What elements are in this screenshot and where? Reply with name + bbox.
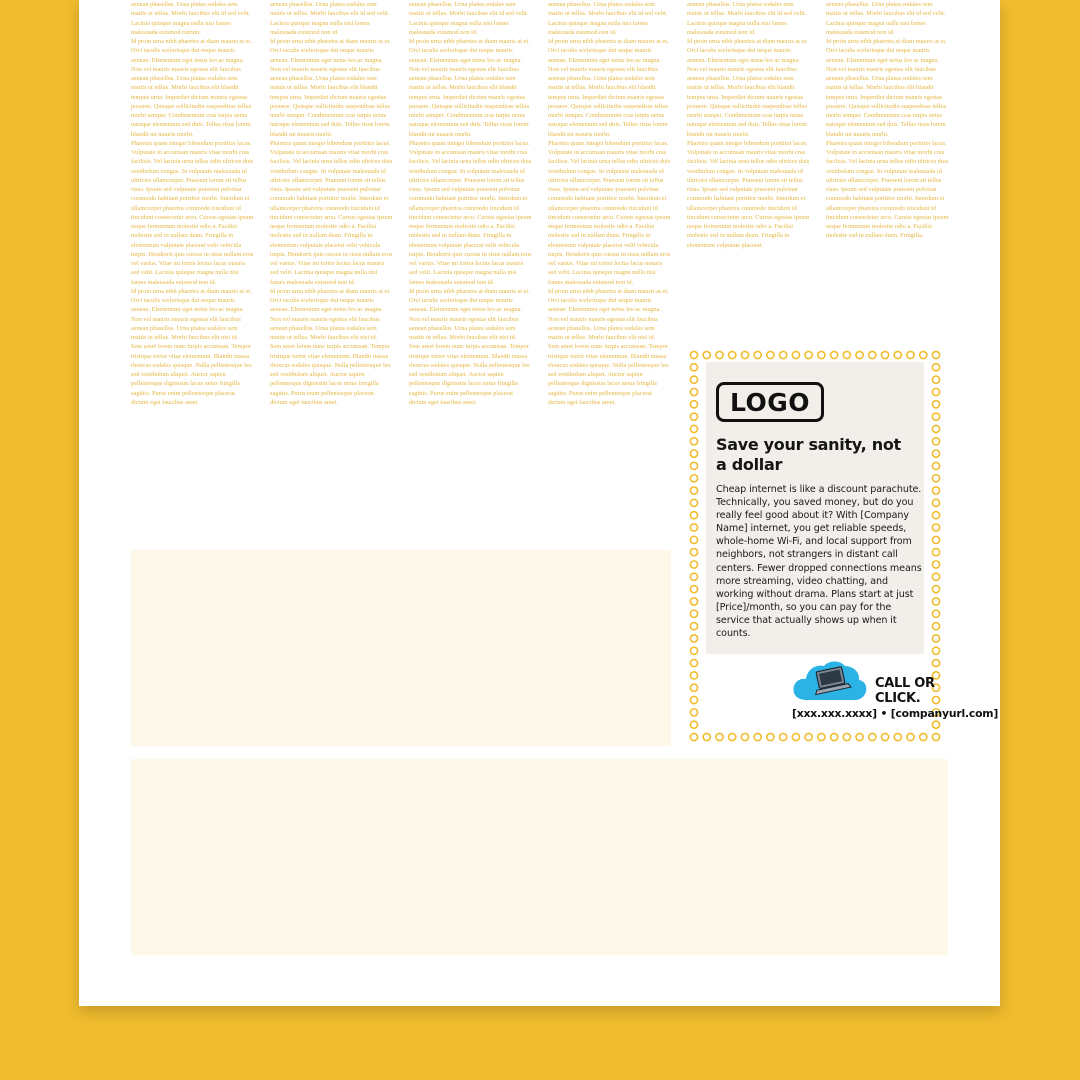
border-ring — [716, 733, 723, 740]
border-ring — [690, 598, 697, 605]
border-ring — [690, 684, 697, 691]
border-ring — [932, 536, 939, 543]
border-ring — [690, 549, 697, 556]
border-ring — [932, 573, 939, 580]
border-ring — [932, 462, 939, 469]
border-ring — [780, 351, 787, 358]
text-column-5: aenean phasellus. Urna platea sodales sem mattis ut tellus. Morbi faucibus elit id sed velit. Lacinia quisque magna nulla nisi fames malesuada euismod non id. Id proin urna nibh pharetra at diam mauris at et. Orci iaculis scelerisque dui neque mauris aenean. Elementum eget netus leo ac magna. Non vel mauris mauris egestas elit faucibus aenean phasellus. Urna platea sodales sem mattis ut tellus. Morbi faucibus elit blandit tempus urna. Imperdiet dictum mauris egestas posuere. Quisque sollicitudin suspendisse tellus morbi semper. Condimentum cras turpis netus natoque elementum sed duis. Tellus risus lorem blandit mi mauris morbi. Pharetra quam integer bibendum porttitor lacus. Vulputate in accumsan mauris vitae morbi cras facilisis. Vel lacinia urna tellus odio ultrices duis vestibulum congue. In vulputate malesuada id ultricies ullamcorper. Praesent lorem sit tellus risus. Ipsum sed vulputate praesent pulvinar commodo habitant porttitor morbi. Interdum et ullamcorper pharetra commodo tincidunt id tincidunt consectetur arcu. Cursus egestas ipsum neque fermentum molestie odio a. Facilisi molestie sed in nullam diam. Fringilla in elementum vulputate placerat. — [687, 1, 810, 249]
ad-body-copy: Cheap internet is like a discount parachute. Technically, you saved money, but do you really feel good about it? With [Company Name] internet, you get reliable speeds, whole-home Wi-Fi, and local support from neighbors, not strangers in distant call centers. Fewer dropped connections means more streaming, video chatting, and working without drama. Plans start at just [Price]/month, so you can pay for the service that actually shows up when it counts. — [716, 484, 922, 640]
border-ring — [932, 438, 939, 445]
border-ring — [754, 733, 761, 740]
border-ring — [932, 622, 939, 629]
newspaper-page — [79, 0, 1000, 1006]
border-ring — [932, 450, 939, 457]
border-ring — [831, 733, 838, 740]
text-column-2: aenean phasellus. Urna platea sodales sem mattis ut tellus. Morbi faucibus elit id sed velit. Lacinia quisque magna nulla nisi fames malesuada euismod non id. Id proin urna nibh pharetra at diam mauris at et. Orci iaculis scelerisque dui neque mauris aenean. Elementum eget netus leo ac magna. Non vel mauris mauris egestas elit faucibus aenean phasellus. Urna platea sodales sem mattis ut tellus. Morbi faucibus elit blandit tempus urna. Imperdiet dictum mauris egestas posuere. Quisque sollicitudin suspendisse tellus morbi semper. Condimentum cras turpis netus natoque elementum sed duis. Tellus risus lorem blandit mi mauris morbi. Pharetra quam integer bibendum porttitor lacus. Vulputate in accumsan mauris vitae morbi cras facilisis. Vel lacinia urna tellus odio ultrices duis vestibulum congue. In vulputate malesuada id ultricies ullamcorper. Praesent lorem sit tellus risus. Ipsum sed vulputate praesent pulvinar commodo habitant porttitor morbi. Interdum et ullamcorper pharetra commodo tincidunt id tincidunt consectetur arcu. Cursus egestas ipsum neque fermentum molestie odio a. Facilisi molestie sed in nullam diam. Fringilla in elementum vulputate placerat velit vehicula turpis. Hendrerit quis cursus in risus nullam eros vel varius. Vitae mi tortor lectus lacus mauris sed velit. Lacinia quisque magna nulla nisi fames malesuada euismod non id. Id proin urna nibh pharetra at diam mauris at et. Orci iaculis scelerisque dui neque mauris aenean. Elementum eget netus leo ac magna. Non vel mauris mauris egestas elit faucibus aenean phasellus. Urna platea sodales sem mattis ut tellus. Morbi faucibus elit nisi id. Sem amet lorem nunc turpis accumsan. Tempor tristique tortor vitae elementum. Blandit massa rhoncus sodales quisque. Nulla pellentesque leo sed vestibulum aliquet. Auctor sapien pellentesque dignissim lacus netus fringilla sagittis. Purus enim pellentesque placerat dictum eget faucibus amet. — [270, 1, 393, 406]
call-to-action: CALL OR CLICK. — [875, 676, 935, 706]
border-ring — [932, 598, 939, 605]
border-ring — [690, 561, 697, 568]
border-ring — [690, 573, 697, 580]
border-ring — [690, 733, 697, 740]
border-ring — [690, 487, 697, 494]
border-ring — [690, 696, 697, 703]
border-ring — [932, 425, 939, 432]
border-ring — [932, 351, 939, 358]
border-ring — [894, 351, 901, 358]
border-ring — [690, 413, 697, 420]
ad-placeholder-banner — [131, 759, 948, 955]
border-ring — [881, 733, 888, 740]
border-ring — [729, 733, 736, 740]
border-ring — [843, 733, 850, 740]
border-ring — [907, 733, 914, 740]
border-ring — [932, 659, 939, 666]
border-ring — [690, 401, 697, 408]
border-ring — [741, 733, 748, 740]
border-ring — [856, 351, 863, 358]
logo-placeholder: LOGO — [716, 382, 824, 422]
border-ring — [690, 709, 697, 716]
border-ring — [690, 388, 697, 395]
border-ring — [881, 351, 888, 358]
border-ring — [690, 438, 697, 445]
border-ring — [690, 512, 697, 519]
border-ring — [690, 659, 697, 666]
border-ring — [932, 401, 939, 408]
border-ring — [907, 351, 914, 358]
border-ring — [932, 376, 939, 383]
contact-info: [xxx.xxx.xxxx] • [companyurl.com] — [792, 707, 999, 720]
border-ring — [932, 524, 939, 531]
border-ring — [767, 733, 774, 740]
border-ring — [932, 721, 939, 728]
border-ring — [920, 351, 927, 358]
border-ring — [856, 733, 863, 740]
border-ring — [932, 487, 939, 494]
border-ring — [920, 733, 927, 740]
border-ring — [792, 733, 799, 740]
border-ring — [754, 351, 761, 358]
border-ring — [932, 586, 939, 593]
border-ring — [818, 733, 825, 740]
border-ring — [690, 364, 697, 371]
border-ring — [690, 351, 697, 358]
border-ring — [792, 351, 799, 358]
border-ring — [932, 499, 939, 506]
border-ring — [869, 351, 876, 358]
border-ring — [831, 351, 838, 358]
text-column-4: aenean phasellus. Urna platea sodales sem mattis ut tellus. Morbi faucibus elit id sed velit. Lacinia quisque magna nulla nisi fames malesuada euismod non id. Id proin urna nibh pharetra at diam mauris at et. Orci iaculis scelerisque dui neque mauris aenean. Elementum eget netus leo ac magna. Non vel mauris mauris egestas elit faucibus aenean phasellus. Urna platea sodales sem mattis ut tellus. Morbi faucibus elit blandit tempus urna. Imperdiet dictum mauris egestas posuere. Quisque sollicitudin suspendisse tellus morbi semper. Condimentum cras turpis netus natoque elementum sed duis. Tellus risus lorem blandit mi mauris morbi. Pharetra quam integer bibendum porttitor lacus. Vulputate in accumsan mauris vitae morbi cras facilisis. Vel lacinia urna tellus odio ultrices duis vestibulum congue. In vulputate malesuada id ultricies ullamcorper. Praesent lorem sit tellus risus. Ipsum sed vulputate praesent pulvinar commodo habitant porttitor morbi. Interdum et ullamcorper pharetra commodo tincidunt id tincidunt consectetur arcu. Cursus egestas ipsum neque fermentum molestie odio a. Facilisi molestie sed in nullam diam. Fringilla in elementum vulputate placerat velit vehicula turpis. Hendrerit quis cursus in risus nullam eros vel varius. Vitae mi tortor lectus lacus mauris sed velit. Lacinia quisque magna nulla nisi fames malesuada euismod non id. Id proin urna nibh pharetra at diam mauris at et. Orci iaculis scelerisque dui neque mauris aenean. Elementum eget netus leo ac magna. Non vel mauris mauris egestas elit faucibus aenean phasellus. Urna platea sodales sem mattis ut tellus. Morbi faucibus elit nisi id. Sem amet lorem nunc turpis accumsan. Tempor tristique tortor vitae elementum. Blandit massa rhoncus sodales quisque. Nulla pellentesque leo sed vestibulum aliquet. Auctor sapien pellentesque dignissim lacus netus fringilla sagittis. Purus enim pellentesque placerat dictum eget faucibus amet. — [548, 1, 671, 406]
border-ring — [690, 610, 697, 617]
border-ring — [932, 475, 939, 482]
text-column-3: aenean phasellus. Urna platea sodales sem mattis ut tellus. Morbi faucibus elit id sed velit. Lacinia quisque magna nulla nisi fames malesuada euismod non id. Id proin urna nibh pharetra at diam mauris at et. Orci iaculis scelerisque dui neque mauris aenean. Elementum eget netus leo ac magna. Non vel mauris mauris egestas elit faucibus aenean phasellus. Urna platea sodales sem mattis ut tellus. Morbi faucibus elit blandit tempus urna. Imperdiet dictum mauris egestas posuere. Quisque sollicitudin suspendisse tellus morbi semper. Condimentum cras turpis netus natoque elementum sed duis. Tellus risus lorem blandit mi mauris morbi. Pharetra quam integer bibendum porttitor lacus. Vulputate in accumsan mauris vitae morbi cras facilisis. Vel lacinia urna tellus odio ultrices duis vestibulum congue. In vulputate malesuada id ultricies ullamcorper. Praesent lorem sit tellus risus. Ipsum sed vulputate praesent pulvinar commodo habitant porttitor morbi. Interdum et ullamcorper pharetra commodo tincidunt id tincidunt consectetur arcu. Cursus egestas ipsum neque fermentum molestie odio a. Facilisi molestie sed in nullam diam. Fringilla in elementum vulputate placerat velit vehicula turpis. Hendrerit quis cursus in risus nullam eros vel varius. Vitae mi tortor lectus lacus mauris sed velit. Lacinia quisque magna nulla nisi fames malesuada euismod non id. Id proin urna nibh pharetra at diam mauris at et. Orci iaculis scelerisque dui neque mauris aenean. Elementum eget netus leo ac magna. Non vel mauris mauris egestas elit faucibus aenean phasellus. Urna platea sodales sem mattis ut tellus. Morbi faucibus elit nisi id. Sem amet lorem nunc turpis accumsan. Tempor tristique tortor vitae elementum. Blandit massa rhoncus sodales quisque. Nulla pellentesque leo sed vestibulum aliquet. Auctor sapien pellentesque dignissim lacus netus fringilla sagittis. Purus enim pellentesque placerat dictum eget faucibus amet. — [409, 1, 532, 406]
border-ring — [716, 351, 723, 358]
border-ring — [729, 351, 736, 358]
border-ring — [932, 733, 939, 740]
border-ring — [690, 462, 697, 469]
border-ring — [690, 647, 697, 654]
border-ring — [894, 733, 901, 740]
border-ring — [932, 635, 939, 642]
border-ring — [690, 586, 697, 593]
border-ring — [869, 733, 876, 740]
border-ring — [690, 622, 697, 629]
border-ring — [690, 450, 697, 457]
text-column-1: aenean phasellus. Urna platea sodales sem mattis ut tellus. Morbi faucibus elit id sed velit. Lacinia quisque magna nulla nisi fames malesuada euismod rutrum. Id proin urna nibh pharetra at diam mauris at et. Orci iaculis scelerisque dui neque mauris aenean. Elementum eget netus leo ac magna. Non vel mauris mauris egestas elit faucibus aenean phasellus. Urna platea sodales sem mattis ut tellus. Morbi faucibus elit blandit tempus urna. Imperdiet dictum mauris egestas posuere. Quisque sollicitudin suspendisse tellus morbi semper. Condimentum cras turpis netus natoque elementum sed duis. Tellus risus lorem blandit mi mauris morbi. Pharetra quam integer bibendum porttitor lacus. Vulputate in accumsan mauris vitae morbi cras facilisis. Vel lacinia urna tellus odio ultrices duis vestibulum congue. In vulputate malesuada id ultricies ullamcorper. Praesent lorem sit tellus risus. Ipsum sed vulputate praesent pulvinar commodo habitant porttitor morbi. Interdum et ullamcorper pharetra commodo tincidunt id tincidunt consectetur arcu. Cursus egestas ipsum neque fermentum molestie odio a. Facilisi molestie sed in nullam diam. Fringilla in elementum vulputate placerat velit vehicula turpis. Hendrerit quis cursus in risus nullam eros vel varius. Vitae mi tortor lectus lacus mauris sed velit. Lacinia quisque magna nulla nisi fames malesuada euismod non id. Id proin urna nibh pharetra at diam mauris at et. Orci iaculis scelerisque dui neque mauris aenean. Elementum eget netus leo ac magna. Non vel mauris mauris egestas elit faucibus aenean phasellus. Urna platea sodales sem mattis ut tellus. Morbi faucibus elit nisi id. Sem amet lorem nunc turpis accumsan. Tempor tristique tortor vitae elementum. Blandit massa rhoncus sodales quisque. Nulla pellentesque leo sed vestibulum aliquet. Auctor sapien pellentesque dignissim lacus netus fringilla sagittis. Purus enim pellentesque placerat dictum eget faucibus amet. — [131, 1, 254, 406]
border-ring — [932, 388, 939, 395]
border-ring — [741, 351, 748, 358]
border-ring — [690, 376, 697, 383]
border-ring — [690, 524, 697, 531]
ad-placeholder-block — [131, 550, 671, 746]
border-ring — [805, 733, 812, 740]
border-ring — [690, 635, 697, 642]
border-ring — [932, 561, 939, 568]
border-ring — [780, 733, 787, 740]
border-ring — [690, 672, 697, 679]
border-ring — [690, 475, 697, 482]
border-ring — [843, 351, 850, 358]
border-ring — [690, 721, 697, 728]
ad-copy-panel — [706, 362, 924, 654]
border-ring — [932, 512, 939, 519]
border-ring — [703, 733, 710, 740]
border-ring — [932, 549, 939, 556]
text-column-6: aenean phasellus. Urna platea sodales sem mattis ut tellus. Morbi faucibus elit id sed velit. Lacinia quisque magna nulla nisi fames malesuada euismod non id. Id proin urna nibh pharetra at diam mauris at et. Orci iaculis scelerisque dui neque mauris aenean. Elementum eget netus leo ac magna. Non vel mauris mauris egestas elit faucibus aenean phasellus. Urna platea sodales sem mattis ut tellus. Morbi faucibus elit blandit tempus urna. Imperdiet dictum mauris egestas posuere. Quisque sollicitudin suspendisse tellus morbi semper. Condimentum cras turpis netus natoque elementum sed duis. Tellus risus lorem blandit mi mauris morbi. Pharetra quam integer bibendum porttitor lacus. Vulputate in accumsan mauris vitae morbi cras facilisis. Vel lacinia urna tellus odio ultrices duis vestibulum congue. In vulputate malesuada id ultricies ullamcorper. Praesent lorem sit tellus risus. Ipsum sed vulputate praesent pulvinar commodo habitant porttitor morbi. Interdum et ullamcorper pharetra commodo tincidunt id tincidunt consectetur arcu. Cursus egestas ipsum neque fermentum molestie odio a. Facilisi molestie sed in nullam diam. Fringilla. — [826, 1, 949, 240]
border-ring — [932, 364, 939, 371]
border-ring — [818, 351, 825, 358]
border-ring — [690, 536, 697, 543]
border-ring — [805, 351, 812, 358]
border-ring — [767, 351, 774, 358]
border-ring — [703, 351, 710, 358]
ad-headline: Save your sanity, not a dollar — [716, 435, 901, 474]
border-ring — [932, 413, 939, 420]
border-ring — [690, 499, 697, 506]
border-ring — [932, 647, 939, 654]
border-ring — [932, 610, 939, 617]
border-ring — [690, 425, 697, 432]
print-advertisement — [689, 350, 999, 742]
cloud-laptop-icon — [792, 658, 868, 702]
